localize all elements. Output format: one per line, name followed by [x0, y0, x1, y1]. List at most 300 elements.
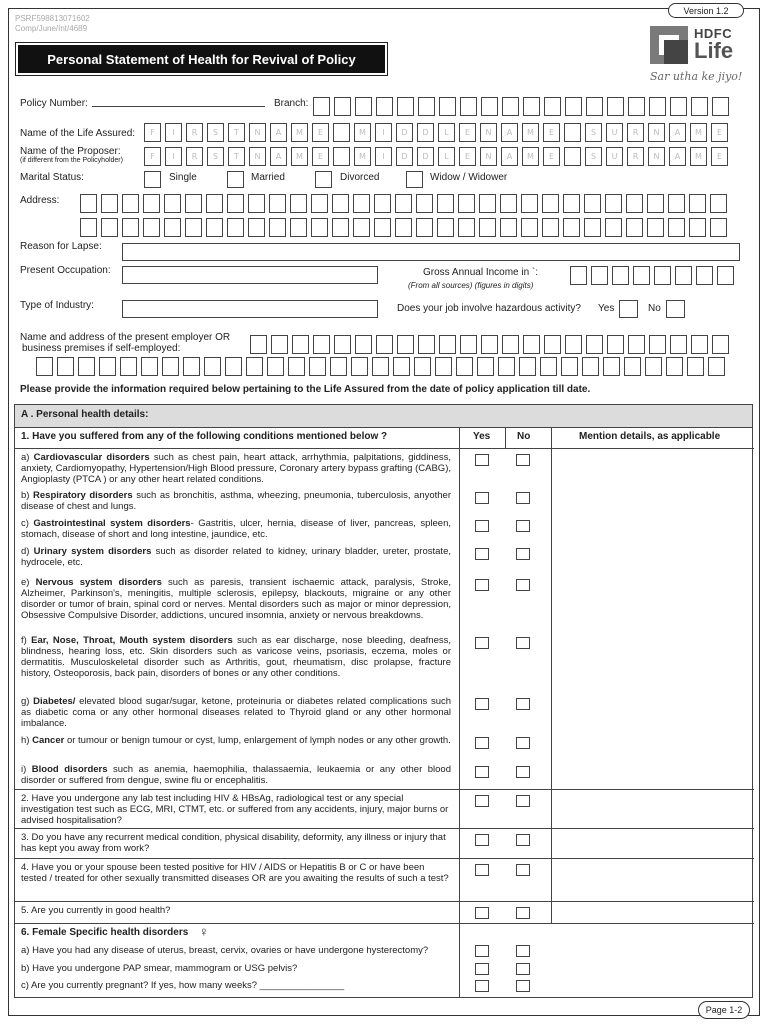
- married-checkbox[interactable]: [227, 171, 244, 188]
- condition-prefix: e): [21, 577, 30, 588]
- hazardous-no-checkbox[interactable]: [666, 300, 685, 318]
- char-cell[interactable]: [502, 335, 519, 354]
- condition-title: Respiratory disorders: [33, 490, 133, 501]
- char-cell[interactable]: N: [648, 123, 665, 142]
- char-cell[interactable]: [80, 194, 97, 213]
- char-cell[interactable]: [416, 194, 433, 213]
- char-cell[interactable]: [309, 357, 326, 376]
- condition-no-checkbox[interactable]: [516, 520, 530, 532]
- char-cell[interactable]: [544, 335, 561, 354]
- address-cells-line-2[interactable]: [80, 218, 731, 237]
- char-cell[interactable]: [712, 335, 729, 354]
- char-cell[interactable]: [586, 335, 603, 354]
- char-cell[interactable]: [633, 266, 650, 285]
- char-cell[interactable]: [374, 194, 391, 213]
- char-cell[interactable]: [416, 218, 433, 237]
- char-cell[interactable]: [395, 218, 412, 237]
- char-cell[interactable]: [353, 218, 370, 237]
- condition-no-checkbox[interactable]: [516, 492, 530, 504]
- char-cell[interactable]: [414, 357, 431, 376]
- char-cell[interactable]: R: [186, 123, 203, 142]
- char-cell[interactable]: [271, 335, 288, 354]
- char-cell[interactable]: [101, 218, 118, 237]
- char-cell[interactable]: D: [396, 147, 413, 166]
- condition-title: Gastrointestinal system disorders: [33, 518, 191, 529]
- reason-lapse-field[interactable]: [122, 243, 740, 261]
- char-cell[interactable]: [645, 357, 662, 376]
- char-cell[interactable]: I: [165, 123, 182, 142]
- doc-id-line-1: PSRF598813071602: [15, 14, 90, 23]
- char-cell[interactable]: [313, 97, 330, 116]
- char-cell[interactable]: M: [522, 147, 539, 166]
- widow-checkbox[interactable]: [406, 171, 423, 188]
- char-cell[interactable]: [456, 357, 473, 376]
- branch-cells[interactable]: [313, 97, 733, 116]
- char-cell[interactable]: [717, 266, 734, 285]
- industry-field[interactable]: [122, 300, 378, 318]
- char-cell[interactable]: [397, 335, 414, 354]
- char-cell[interactable]: [605, 194, 622, 213]
- char-cell[interactable]: S: [207, 147, 224, 166]
- char-cell[interactable]: [607, 335, 624, 354]
- char-cell[interactable]: L: [438, 147, 455, 166]
- condition-description: such as paresis, transient ischaemic attack, paralysis, Stroke, Alzheimer, Parkinson's, meningitis, multiple sclerosis, epilepsy, blackouts, migraine or any other disorder or tumor of brain, spinal cord or nerves. Mental disorders such as major or minor depression, Obsessive Compulsive Disorder, addictions, uncured insomnia, anxiety or nervous breakdowns.: [21, 577, 452, 621]
- char-cell[interactable]: [603, 357, 620, 376]
- question-item: 2. Have you undergone any lab test including HIV & HBsAg, radiological test or any special investigation test such as ECG, MRI, CTMT, etc. or suffered from any accidents, injury, major burns or advised hospitalisation?: [21, 793, 449, 826]
- char-cell[interactable]: [99, 357, 116, 376]
- char-cell[interactable]: [437, 218, 454, 237]
- char-cell[interactable]: S: [207, 123, 224, 142]
- condition-no-checkbox[interactable]: [516, 737, 530, 749]
- female-heading: 6. Female Specific health disorders: [21, 927, 189, 938]
- question-yes-checkbox[interactable]: [475, 907, 489, 919]
- char-cell[interactable]: [654, 266, 671, 285]
- question-yes-checkbox[interactable]: [475, 795, 489, 807]
- char-cell[interactable]: M: [291, 123, 308, 142]
- char-cell[interactable]: M: [690, 123, 707, 142]
- hdfc-logo-icon: [650, 26, 688, 64]
- char-cell[interactable]: [689, 218, 706, 237]
- char-cell[interactable]: [540, 357, 557, 376]
- single-label: Single: [169, 172, 197, 183]
- char-cell[interactable]: N: [480, 147, 497, 166]
- char-cell[interactable]: [500, 194, 517, 213]
- char-cell[interactable]: [542, 194, 559, 213]
- char-cell[interactable]: [353, 194, 370, 213]
- char-cell[interactable]: [393, 357, 410, 376]
- char-cell[interactable]: [334, 335, 351, 354]
- employer-label-1: Name and address of the present employer OR: [20, 332, 231, 343]
- char-cell[interactable]: [521, 194, 538, 213]
- char-cell[interactable]: S: [585, 147, 602, 166]
- char-cell[interactable]: [668, 218, 685, 237]
- char-cell[interactable]: [162, 357, 179, 376]
- char-cell[interactable]: [227, 194, 244, 213]
- char-cell[interactable]: [586, 97, 603, 116]
- char-cell[interactable]: [248, 218, 265, 237]
- condition-yes-checkbox[interactable]: [475, 520, 489, 532]
- form-title: Personal Statement of Health for Revival of Policy: [18, 45, 385, 73]
- brand-life: Life: [694, 38, 734, 63]
- char-cell[interactable]: [164, 194, 181, 213]
- policy-number-field[interactable]: [92, 95, 265, 107]
- char-cell[interactable]: [376, 335, 393, 354]
- char-cell[interactable]: [439, 97, 456, 116]
- char-cell[interactable]: [185, 218, 202, 237]
- question-no-checkbox[interactable]: [516, 907, 530, 919]
- char-cell[interactable]: N: [249, 123, 266, 142]
- char-cell[interactable]: [561, 357, 578, 376]
- condition-yes-checkbox[interactable]: [475, 579, 489, 591]
- char-cell[interactable]: [80, 218, 97, 237]
- condition-title: Diabetes/: [33, 696, 76, 707]
- char-cell[interactable]: [225, 357, 242, 376]
- char-cell[interactable]: A: [270, 147, 287, 166]
- char-cell[interactable]: A: [270, 123, 287, 142]
- char-cell[interactable]: [570, 266, 587, 285]
- employer-cells-line-1[interactable]: [250, 335, 733, 354]
- condition-no-checkbox[interactable]: [516, 698, 530, 710]
- char-cell[interactable]: [333, 123, 350, 142]
- char-cell[interactable]: [267, 357, 284, 376]
- char-cell[interactable]: [523, 97, 540, 116]
- condition-item: [21, 696, 451, 729]
- char-cell[interactable]: [101, 194, 118, 213]
- char-cell[interactable]: S: [585, 123, 602, 142]
- char-cell[interactable]: [204, 357, 221, 376]
- char-cell[interactable]: M: [354, 147, 371, 166]
- char-cell[interactable]: [395, 194, 412, 213]
- char-cell[interactable]: [647, 194, 664, 213]
- condition-item: [21, 546, 451, 568]
- char-cell[interactable]: [458, 218, 475, 237]
- condition-prefix: d): [21, 546, 30, 557]
- female-no-checkbox[interactable]: [516, 980, 530, 992]
- char-cell[interactable]: [500, 218, 517, 237]
- char-cell[interactable]: L: [438, 123, 455, 142]
- char-cell[interactable]: [584, 218, 601, 237]
- char-cell[interactable]: [519, 357, 536, 376]
- female-yes-checkbox[interactable]: [475, 980, 489, 992]
- char-cell[interactable]: F: [144, 123, 161, 142]
- char-cell[interactable]: [227, 218, 244, 237]
- life-assured-label: Name of the Life Assured:: [20, 128, 136, 139]
- char-cell[interactable]: [502, 97, 519, 116]
- char-cell[interactable]: [311, 194, 328, 213]
- char-cell[interactable]: [544, 97, 561, 116]
- condition-no-checkbox[interactable]: [516, 637, 530, 649]
- char-cell[interactable]: [624, 357, 641, 376]
- char-cell[interactable]: I: [165, 147, 182, 166]
- condition-no-checkbox[interactable]: [516, 766, 530, 778]
- char-cell[interactable]: [565, 97, 582, 116]
- marital-status-label: Marital Status:: [20, 172, 84, 183]
- char-cell[interactable]: [628, 335, 645, 354]
- char-cell[interactable]: [292, 335, 309, 354]
- char-cell[interactable]: A: [669, 147, 686, 166]
- char-cell[interactable]: [120, 357, 137, 376]
- char-cell[interactable]: [612, 266, 629, 285]
- condition-no-checkbox[interactable]: [516, 548, 530, 560]
- life-assured-name-cells[interactable]: [144, 123, 732, 142]
- char-cell[interactable]: [565, 335, 582, 354]
- char-cell[interactable]: [183, 357, 200, 376]
- char-cell[interactable]: [626, 194, 643, 213]
- char-cell[interactable]: [36, 357, 53, 376]
- char-cell[interactable]: M: [522, 123, 539, 142]
- char-cell[interactable]: [670, 97, 687, 116]
- char-cell[interactable]: [460, 335, 477, 354]
- char-cell[interactable]: D: [417, 147, 434, 166]
- question-no-checkbox[interactable]: [516, 795, 530, 807]
- condition-prefix: i): [21, 764, 27, 775]
- hazardous-yes-checkbox[interactable]: [619, 300, 638, 318]
- female-icon: ♀: [199, 924, 209, 939]
- employer-cells-line-2[interactable]: [36, 357, 729, 376]
- char-cell[interactable]: [649, 335, 666, 354]
- condition-yes-checkbox[interactable]: [475, 737, 489, 749]
- char-cell[interactable]: E: [543, 123, 560, 142]
- char-cell[interactable]: [564, 123, 581, 142]
- policy-number-label: Policy Number:: [20, 98, 88, 109]
- female-yes-checkbox[interactable]: [475, 963, 489, 975]
- char-cell[interactable]: [372, 357, 389, 376]
- char-cell[interactable]: E: [459, 123, 476, 142]
- hazardous-yes-label: Yes: [598, 303, 615, 314]
- char-cell[interactable]: [710, 218, 727, 237]
- char-cell[interactable]: R: [186, 147, 203, 166]
- female-no-checkbox[interactable]: [516, 945, 530, 957]
- char-cell[interactable]: [479, 194, 496, 213]
- char-cell[interactable]: M: [291, 147, 308, 166]
- char-cell[interactable]: [332, 218, 349, 237]
- condition-item: [21, 452, 451, 485]
- char-cell[interactable]: [435, 357, 452, 376]
- char-cell[interactable]: E: [711, 147, 728, 166]
- char-cell[interactable]: [479, 218, 496, 237]
- char-cell[interactable]: [523, 335, 540, 354]
- char-cell[interactable]: [141, 357, 158, 376]
- char-cell[interactable]: [57, 357, 74, 376]
- char-cell[interactable]: [376, 97, 393, 116]
- char-cell[interactable]: [78, 357, 95, 376]
- char-cell[interactable]: [542, 218, 559, 237]
- condition-description: such as ear discharge, nose bleeding, deafness, blindness, hearing loss, etc. Skin disorders such as varicose veins, psoriasis, eczema, moles or dermatitis. Musculoskeletal disorder such as Arthritis, gout, rheumatism, disc prolapse, fracture history, Osteoporosis, back pain, disorders of bones or any other conditions.: [21, 635, 452, 679]
- char-cell[interactable]: [628, 97, 645, 116]
- question-no-checkbox[interactable]: [516, 864, 530, 876]
- char-cell[interactable]: [666, 357, 683, 376]
- char-cell[interactable]: [418, 335, 435, 354]
- char-cell[interactable]: A: [501, 147, 518, 166]
- char-cell[interactable]: D: [396, 123, 413, 142]
- condition-yes-checkbox[interactable]: [475, 766, 489, 778]
- question-yes-checkbox[interactable]: [475, 864, 489, 876]
- question-yes-checkbox[interactable]: [475, 834, 489, 846]
- char-cell[interactable]: [668, 194, 685, 213]
- char-cell[interactable]: [164, 218, 181, 237]
- condition-yes-checkbox[interactable]: [475, 454, 489, 466]
- char-cell[interactable]: I: [375, 147, 392, 166]
- char-cell[interactable]: [332, 194, 349, 213]
- char-cell[interactable]: [333, 147, 350, 166]
- divorced-checkbox[interactable]: [315, 171, 332, 188]
- char-cell[interactable]: [290, 194, 307, 213]
- condition-yes-checkbox[interactable]: [475, 637, 489, 649]
- condition-no-checkbox[interactable]: [516, 454, 530, 466]
- condition-yes-checkbox[interactable]: [475, 548, 489, 560]
- char-cell[interactable]: [521, 218, 538, 237]
- address-cells-line-1[interactable]: [80, 194, 731, 213]
- char-cell[interactable]: [689, 194, 706, 213]
- condition-yes-checkbox[interactable]: [475, 492, 489, 504]
- char-cell[interactable]: [437, 194, 454, 213]
- char-cell[interactable]: [687, 357, 704, 376]
- char-cell[interactable]: [647, 218, 664, 237]
- char-cell[interactable]: R: [627, 123, 644, 142]
- condition-item: [21, 764, 451, 786]
- char-cell[interactable]: [313, 335, 330, 354]
- char-cell[interactable]: T: [228, 123, 245, 142]
- char-cell[interactable]: [122, 194, 139, 213]
- char-cell[interactable]: [708, 357, 725, 376]
- char-cell[interactable]: U: [606, 123, 623, 142]
- char-cell[interactable]: [626, 218, 643, 237]
- female-question: a) Have you had any disease of uterus, breast, cervix, ovaries or have undergone hysterectomy?: [21, 945, 429, 956]
- char-cell[interactable]: [563, 194, 580, 213]
- char-cell[interactable]: [330, 357, 347, 376]
- char-cell[interactable]: [206, 194, 223, 213]
- char-cell[interactable]: [710, 194, 727, 213]
- char-cell[interactable]: [712, 97, 729, 116]
- char-cell[interactable]: [477, 357, 494, 376]
- char-cell[interactable]: [439, 335, 456, 354]
- married-label: Married: [251, 172, 285, 183]
- char-cell[interactable]: M: [354, 123, 371, 142]
- condition-title: Nervous system disorders: [35, 577, 162, 588]
- char-cell[interactable]: [584, 194, 601, 213]
- char-cell[interactable]: [418, 97, 435, 116]
- char-cell[interactable]: [269, 194, 286, 213]
- char-cell[interactable]: [143, 194, 160, 213]
- char-cell[interactable]: E: [312, 123, 329, 142]
- char-cell[interactable]: I: [375, 123, 392, 142]
- char-cell[interactable]: E: [312, 147, 329, 166]
- char-cell[interactable]: [122, 218, 139, 237]
- occupation-label: Present Occupation:: [20, 265, 111, 276]
- condition-prefix: h): [21, 735, 30, 746]
- char-cell[interactable]: [564, 147, 581, 166]
- char-cell[interactable]: [311, 218, 328, 237]
- condition-description: such as chest pain, heart attack, arrhythmia, palpitations, giddiness, anxiety, Cardiomyopathy, Hypertension/High Blood pressure, Coronary artery bypass grafting (CABG), Angioplasty (PTCA ) or any other heart related conditions.: [21, 452, 452, 485]
- char-cell[interactable]: [374, 218, 391, 237]
- female-no-checkbox[interactable]: [516, 963, 530, 975]
- condition-title: Urinary system disorders: [33, 546, 152, 557]
- char-cell[interactable]: [290, 218, 307, 237]
- char-cell[interactable]: [582, 357, 599, 376]
- char-cell[interactable]: [691, 335, 708, 354]
- char-cell[interactable]: [460, 97, 477, 116]
- char-cell[interactable]: A: [501, 123, 518, 142]
- doc-id-line-2: Comp/June/Int/4689: [15, 24, 88, 33]
- char-cell[interactable]: [206, 218, 223, 237]
- condition-yes-checkbox[interactable]: [475, 698, 489, 710]
- char-cell[interactable]: T: [228, 147, 245, 166]
- char-cell[interactable]: [696, 266, 713, 285]
- char-cell[interactable]: U: [606, 147, 623, 166]
- question-no-checkbox[interactable]: [516, 834, 530, 846]
- female-yes-checkbox[interactable]: [475, 945, 489, 957]
- char-cell[interactable]: [649, 97, 666, 116]
- occupation-field[interactable]: [122, 266, 378, 284]
- widow-label: Widow / Widower: [430, 172, 508, 183]
- char-cell[interactable]: [397, 97, 414, 116]
- char-cell[interactable]: D: [417, 123, 434, 142]
- char-cell[interactable]: [288, 357, 305, 376]
- char-cell[interactable]: [355, 335, 372, 354]
- char-cell[interactable]: N: [648, 147, 665, 166]
- char-cell[interactable]: E: [459, 147, 476, 166]
- char-cell[interactable]: R: [627, 147, 644, 166]
- health-details-table: [14, 404, 753, 998]
- char-cell[interactable]: F: [144, 147, 161, 166]
- char-cell[interactable]: M: [690, 147, 707, 166]
- proposer-label: Name of the Proposer:: [20, 146, 121, 157]
- char-cell[interactable]: [458, 194, 475, 213]
- char-cell[interactable]: A: [669, 123, 686, 142]
- condition-no-checkbox[interactable]: [516, 579, 530, 591]
- single-checkbox[interactable]: [144, 171, 161, 188]
- char-cell[interactable]: [605, 218, 622, 237]
- char-cell[interactable]: [691, 97, 708, 116]
- condition-description: such as disorder related to kidney, urinary bladder, ureter, prostate, hydrocele, etc.: [21, 546, 451, 568]
- char-cell[interactable]: N: [249, 147, 266, 166]
- char-cell[interactable]: [185, 194, 202, 213]
- char-cell[interactable]: E: [711, 123, 728, 142]
- char-cell[interactable]: [670, 335, 687, 354]
- question-item: 4. Have you or your spouse been tested positive for HIV / AIDS or Hepatitis B or C or have been tested / treated for other sexually transmitted diseases OR are you awaiting the results of such a test?: [21, 862, 449, 884]
- char-cell[interactable]: [675, 266, 692, 285]
- income-note: (From all sources) (figures in digits): [408, 281, 534, 290]
- char-cell[interactable]: [607, 97, 624, 116]
- char-cell[interactable]: [248, 194, 265, 213]
- condition-item: [21, 490, 451, 512]
- proposer-name-cells[interactable]: [144, 147, 732, 166]
- divorced-label: Divorced: [340, 172, 380, 183]
- char-cell[interactable]: [250, 335, 267, 354]
- female-question: b) Have you undergone PAP smear, mammogram or USG pelvis?: [21, 963, 298, 974]
- reason-lapse-label: Reason for Lapse:: [20, 241, 102, 252]
- char-cell[interactable]: [143, 218, 160, 237]
- condition-prefix: g): [21, 696, 30, 707]
- income-cells[interactable]: [570, 266, 738, 285]
- char-cell[interactable]: [481, 335, 498, 354]
- char-cell[interactable]: [246, 357, 263, 376]
- char-cell[interactable]: [269, 218, 286, 237]
- proposer-note: (if different from the Policyholder): [20, 157, 123, 164]
- char-cell[interactable]: [481, 97, 498, 116]
- char-cell[interactable]: [355, 97, 372, 116]
- char-cell[interactable]: N: [480, 123, 497, 142]
- char-cell[interactable]: [591, 266, 608, 285]
- condition-description: such as bronchitis, asthma, wheezing, pneumonia, tuberculosis, anyother disease of chest and lungs.: [21, 490, 452, 512]
- char-cell[interactable]: E: [543, 147, 560, 166]
- char-cell[interactable]: [334, 97, 351, 116]
- char-cell[interactable]: [563, 218, 580, 237]
- char-cell[interactable]: [351, 357, 368, 376]
- condition-item: [21, 518, 451, 540]
- char-cell[interactable]: [498, 357, 515, 376]
- brand-tagline: Sar utha ke jiyo!: [650, 70, 743, 83]
